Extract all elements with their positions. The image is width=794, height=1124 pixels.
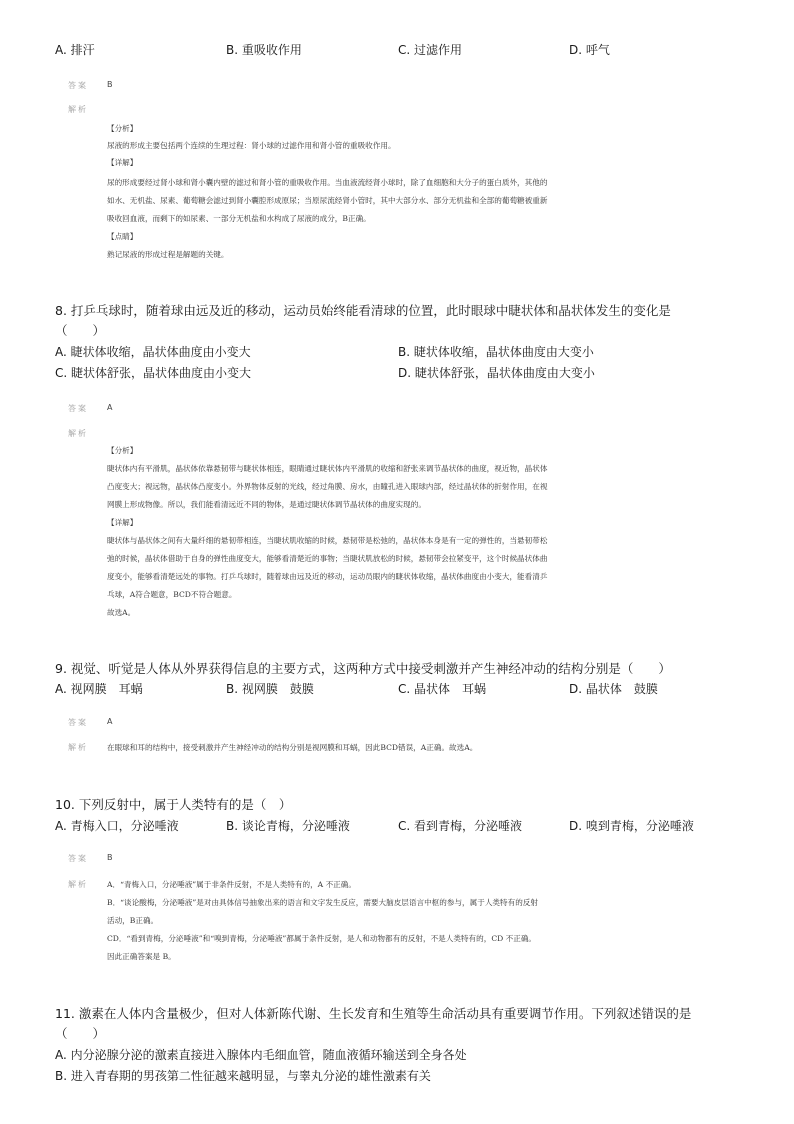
- q10-analysis-label: 解析: [68, 880, 88, 889]
- q7-option-b: B. 重吸收作用: [226, 43, 302, 57]
- q10-option-a: A. 青梅入口，分泌唾液: [55, 819, 179, 833]
- q10-analysis-line: 因此正确答案是 B。: [107, 952, 176, 961]
- q7-analysis-line: 吸收回血液，而剩下的如尿素、一部分无机盐和水构成了尿液的成分，B正确。: [107, 214, 371, 223]
- q10-option-c: C. 看到青梅，分泌唾液: [398, 819, 523, 833]
- q11-option-b: B. 进入青春期的男孩第二性征越来越明显，与睾丸分泌的雄性激素有关: [55, 1069, 431, 1083]
- q8-option-d: D. 睫状体舒张，晶状体曲度由大变小: [398, 366, 595, 380]
- q7-answer-label: 答案: [68, 81, 88, 90]
- q9-stem: 9. 视觉、听觉是人体从外界获得信息的主要方式，这两种方式中接受刺激并产生神经冲动的结构分别是（ ）: [55, 661, 671, 676]
- q8-analysis-line: 【分析】: [107, 446, 138, 455]
- q8-answer-value: A: [107, 403, 113, 412]
- q8-analysis-line: 乓球，A符合题意，BCD不符合题意。: [107, 590, 237, 599]
- q10-option-b: B. 谈论青梅，分泌唾液: [226, 819, 350, 833]
- q8-stem-bracket: （ ）: [55, 323, 106, 338]
- q8-analysis-line: 凸度变大；视远物，晶状体凸度变小。外界物体反射的光线，经过角膜、房水，由瞳孔进入眼球内部，经过晶状体的折射作用，在视: [107, 482, 548, 491]
- q9-analysis-label: 解析: [68, 743, 88, 752]
- q10-answer-value: B: [107, 853, 113, 862]
- q7-answer-value: B: [107, 80, 113, 89]
- q8-analysis-line: 故选A。: [107, 608, 136, 617]
- q8-analysis-line: 【详解】: [107, 518, 138, 527]
- q8-analysis-line: 网膜上形成物像。所以，我们能看清远近不同的物体，是通过睫状体调节晶状体的曲度实现的。: [107, 500, 426, 509]
- q7-analysis-line: 【详解】: [107, 158, 138, 167]
- q9-answer-value: A: [107, 717, 113, 726]
- q8-stem: 8. 打乒乓球时，随着球由远及近的移动，运动员始终能看清球的位置，此时眼球中睫状体和晶状体发生的变化是: [55, 303, 671, 318]
- q11-stem: 11. 激素在人体内含量极少，但对人体新陈代谢、生长发育和生殖等生命活动具有重要调节作用。下列叙述错误的是: [55, 1006, 692, 1021]
- q11-option-a: A. 内分泌腺分泌的激素直接进入腺体内毛细血管，随血液循环输送到全身各处: [55, 1048, 467, 1062]
- q9-analysis-line: 在眼球和耳的结构中，接受刺激并产生神经冲动的结构分别是视网膜和耳蜗，因此BCD错误，A正确。故选A。: [107, 743, 478, 752]
- q7-option-c: C. 过滤作用: [398, 43, 463, 57]
- q10-analysis-line: CD．“看到青梅，分泌唾液”和“嗅到青梅，分泌唾液”都属于条件反射，是人和动物都有的反射，不是人类特有的，CD 不正确。: [107, 934, 537, 943]
- q9-option-c: C. 晶状体 耳蜗: [398, 682, 487, 696]
- q8-analysis-line: 度变小，能够看清楚远处的事物。打乒乓球时，随着球由远及近的移动，运动员眼内的睫状体收缩，晶状体曲度由小变大，能看清乒: [107, 572, 548, 581]
- q7-option-a: A. 排汗: [55, 43, 95, 57]
- q9-option-a: A. 视网膜 耳蜗: [55, 682, 143, 696]
- q8-answer-label: 答案: [68, 404, 88, 413]
- q7-analysis-line: 熟记尿液的形成过程是解题的关键。: [107, 250, 229, 259]
- q8-analysis-label: 解析: [68, 429, 88, 438]
- q10-stem: 10. 下列反射中，属于人类特有的是（ ）: [55, 797, 292, 812]
- q7-analysis-line: 如水、无机盐、尿素、葡萄糖会滤过到肾小囊腔形成原尿；当原尿流经肾小管时，其中大部分水、部分无机盐和全部的葡萄糖被重新: [107, 196, 548, 205]
- q7-analysis-line: 尿的形成要经过肾小球和肾小囊内壁的滤过和肾小管的重吸收作用。当血液流经肾小球时，除了血细胞和大分子的蛋白质外，其他的: [107, 178, 548, 187]
- q8-analysis-line: 睫状体与晶状体之间有大量纤细的悬韧带相连，当睫状肌收缩的时候，悬韧带是松弛的，晶状体本身是有一定的弹性的，当悬韧带松: [107, 536, 548, 545]
- q7-analysis-line: 尿液的形成主要包括两个连续的生理过程：肾小球的过滤作用和肾小管的重吸收作用。: [107, 141, 396, 150]
- q7-analysis-line: 【分析】: [107, 124, 138, 133]
- q7-analysis-line: 【点睛】: [107, 232, 138, 241]
- q8-analysis-line: 睫状体内有平滑肌，晶状体依靠悬韧带与睫状体相连，眼睛通过睫状体内平滑肌的收缩和舒张来调节晶状体的曲度，视近物，晶状体: [107, 464, 548, 473]
- q9-answer-label: 答案: [68, 718, 88, 727]
- q11-stem-bracket: （ ）: [55, 1026, 106, 1041]
- q9-option-d: D. 晶状体 鼓膜: [569, 682, 658, 696]
- q8-option-a: A. 睫状体收缩，晶状体曲度由小变大: [55, 345, 251, 359]
- q8-option-c: C. 睫状体舒张，晶状体曲度由小变大: [55, 366, 252, 380]
- q10-answer-label: 答案: [68, 854, 88, 863]
- q7-analysis-label: 解析: [68, 105, 88, 114]
- q10-analysis-line: A．“青梅入口，分泌唾液”属于非条件反射，不是人类特有的，A 不正确。: [107, 880, 356, 889]
- q10-analysis-line: 活动，B正确。: [107, 916, 159, 925]
- q7-option-d: D. 呼气: [569, 43, 610, 57]
- q8-option-b: B. 睫状体收缩，晶状体曲度由大变小: [398, 345, 594, 359]
- q8-analysis-line: 弛的时候，晶状体借助于自身的弹性曲度变大，能够看清楚近的事物；当睫状肌放松的时候，悬韧带会拉紧变平，这个时候晶状体曲: [107, 554, 548, 563]
- q10-analysis-line: B．“谈论酸梅，分泌唾液”是对由具体信号抽象出来的语言和文字发生反应，需要大脑皮层语言中枢的参与，属于人类特有的反射: [107, 898, 538, 907]
- q9-option-b: B. 视网膜 鼓膜: [226, 682, 314, 696]
- q10-option-d: D. 嗅到青梅，分泌唾液: [569, 819, 694, 833]
